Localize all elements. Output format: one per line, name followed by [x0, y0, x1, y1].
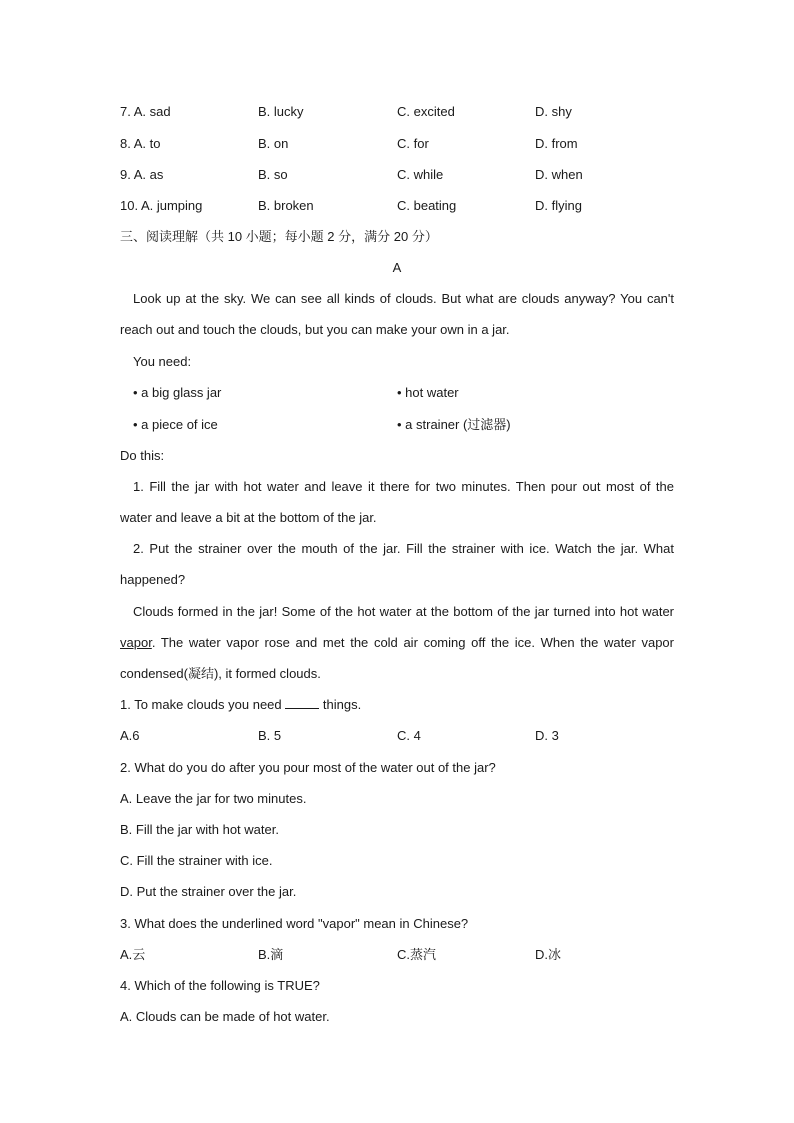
option-c: C. while: [397, 167, 444, 182]
option-a: 7. A. sad: [120, 104, 171, 119]
option-c: C. 4: [397, 728, 421, 743]
cloze-row-10: [120, 198, 680, 214]
step-line: water and leave a bit at the bottom of the jar.: [120, 510, 377, 525]
option-a: 8. A. to: [120, 136, 161, 151]
option-c: C. excited: [397, 104, 455, 119]
option-d: D. when: [535, 167, 583, 182]
option-d: D. shy: [535, 104, 572, 119]
option-c: C.蒸汽: [397, 947, 437, 962]
option-a: A.6: [120, 728, 140, 743]
passage-intro-line: reach out and touch the clouds, but you can make your own in a jar.: [120, 322, 510, 337]
option-b: B. lucky: [258, 104, 304, 119]
option-b: B. 5: [258, 728, 282, 743]
question-text: things.: [322, 697, 362, 712]
passage-label: A: [392, 260, 402, 275]
question-1: [120, 697, 361, 713]
result-line-rest: . The water vapor rose and met the cold air coming off the ice. When the water vapor: [151, 635, 674, 650]
option-a: A. Leave the jar for two minutes.: [120, 791, 307, 806]
section-heading: 三、阅读理解（共 10 小题；每小题 2 分，满分 20 分）: [120, 229, 438, 244]
option-d: D. Put the strainer over the jar.: [120, 884, 297, 899]
result-line: [120, 635, 674, 651]
option-c: C. beating: [397, 198, 457, 213]
cloze-row-9: [120, 167, 680, 183]
step-line: happened?: [120, 572, 186, 587]
option-c: C. Fill the strainer with ice.: [120, 853, 273, 868]
option-b: B. so: [258, 167, 288, 182]
option-d: D. 3: [535, 728, 559, 743]
cloze-row-7: [120, 104, 680, 120]
step-line: 2. Put the strainer over the mouth of the jar. Fill the strainer with ice. Watch the jar. What: [133, 541, 674, 556]
option-b: B.滴: [258, 947, 284, 962]
list-item: • hot water: [397, 385, 459, 400]
option-a: 9. A. as: [120, 167, 164, 182]
step-line: 1. Fill the jar with hot water and leave it there for two minutes. Then pour out most of the: [133, 479, 674, 494]
list-item: • a piece of ice: [133, 417, 218, 432]
option-a: 10. A. jumping: [120, 198, 203, 213]
option-b: B. Fill the jar with hot water.: [120, 822, 279, 837]
result-line: Clouds formed in the jar! Some of the hot water at the bottom of the jar turned into hot water: [133, 604, 674, 619]
option-a: A. Clouds can be made of hot water.: [120, 1009, 330, 1024]
option-d: D. flying: [535, 198, 582, 213]
result-line: condensed(凝结), it formed clouds.: [120, 666, 321, 681]
do-this-label: Do this:: [120, 448, 165, 463]
option-c: C. for: [397, 136, 429, 151]
list-item: • a strainer (过滤器): [397, 417, 511, 432]
question-3: 3. What does the underlined word "vapor" mean in Chinese?: [120, 916, 469, 931]
option-d: D.冰: [535, 947, 562, 962]
option-b: B. broken: [258, 198, 314, 213]
option-d: D. from: [535, 136, 578, 151]
passage-intro-line: Look up at the sky. We can see all kinds of clouds. But what are clouds anyway? You can't: [133, 291, 674, 306]
list-item: • a big glass jar: [133, 385, 222, 400]
cloze-row-8: [120, 136, 680, 152]
question-4: 4. Which of the following is TRUE?: [120, 978, 320, 993]
you-need-label: You need:: [133, 354, 192, 369]
question-2: 2. What do you do after you pour most of the water out of the jar?: [120, 760, 496, 775]
answer-blank: [285, 697, 319, 709]
question-text: 1. To make clouds you need: [120, 697, 282, 712]
underlined-word-vapor: vapor: [120, 635, 152, 650]
option-a: A.云: [120, 947, 146, 962]
question-1-options: [120, 728, 680, 744]
option-b: B. on: [258, 136, 289, 151]
question-3-options: [120, 947, 680, 963]
